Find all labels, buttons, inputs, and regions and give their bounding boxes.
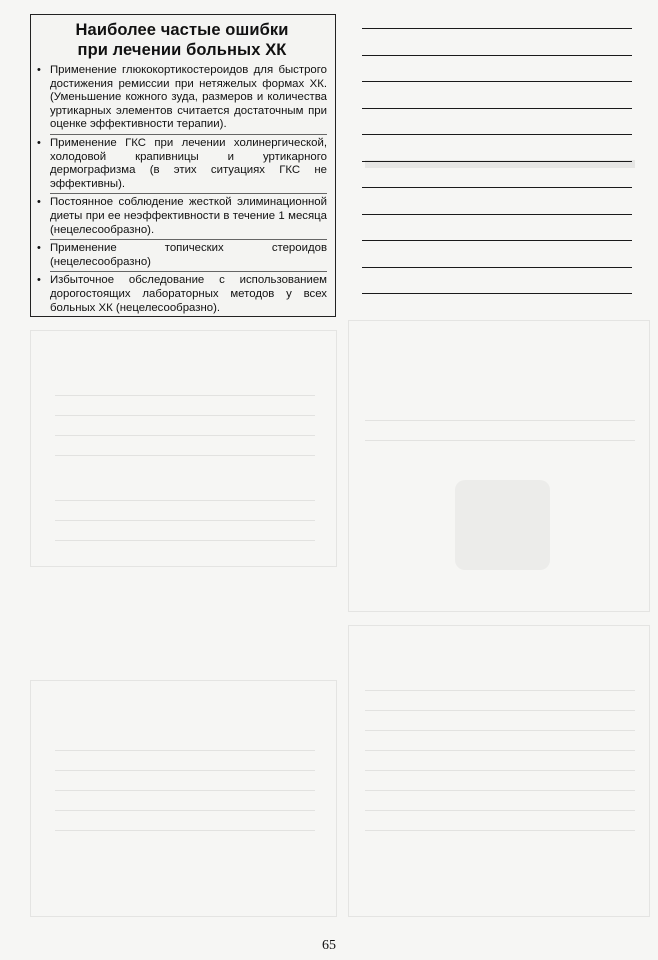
item-divider [50,271,327,272]
ruled-line [362,108,632,109]
list-item: • Применение глюкокортикостероидов для быстрого достижения ремиссии при нетяжелых формах ХК. (Уменьшение кожного зуда, размеров и количества уртикарных элементов считается достаточным при оценке эффективности терапии). [37,64,327,132]
bleed-through-line [365,810,635,811]
bleed-through-line [55,790,315,791]
bleed-through-line [55,770,315,771]
bleed-through-line [55,455,315,456]
list-item: • Применение топических стероидов (нецелесообразно) [37,242,327,269]
bleed-through-line [55,415,315,416]
item-divider [50,193,327,194]
ruled-line [362,293,632,294]
bleed-through-line [55,810,315,811]
box-title [37,20,327,60]
ruled-line [362,161,632,162]
ruled-line [362,81,632,82]
bleed-through-line [55,500,315,501]
bleed-through-line [365,790,635,791]
notes-ruled-lines [362,28,632,320]
bleed-through-line [365,750,635,751]
ruled-line [362,240,632,241]
item-divider [50,239,327,240]
bleed-through-line [365,730,635,731]
item-divider [50,134,327,135]
bleed-through-line [365,420,635,421]
bleed-through-line [55,395,315,396]
errors-list [37,64,327,315]
ruled-line [362,28,632,29]
list-item: • Избыточное обследование с использованием дорогостоящих лабораторных методов у всех больных ХК (нецелесообразно). [37,274,327,315]
box-title-line-2: при лечении больных ХК [77,41,287,59]
common-errors-box [30,14,336,317]
box-title-line-1: Наиболее частые ошибки [75,21,289,39]
bleed-through-line [55,540,315,541]
bleed-through-line [55,750,315,751]
ruled-line [362,134,632,135]
bleed-through-line [55,830,315,831]
ruled-line [362,187,632,188]
ruled-line [362,214,632,215]
ruled-line [362,267,632,268]
bleed-through-box-right-2 [348,625,650,917]
bleed-through-line [55,435,315,436]
bleed-through-line [365,440,635,441]
ruled-line [362,55,632,56]
bleed-through-box-left-2 [30,680,337,917]
bleed-through-box-left-1 [30,330,337,567]
bleed-through-line [365,770,635,771]
bleed-through-blob [455,480,550,570]
list-item: • Постоянное соблюдение жесткой элиминационной диеты при ее неэффективности в течение 1 месяца (нецелесообразно). [37,196,327,237]
list-item: • Применение ГКС при лечении холинергической, холодовой крапивницы и уртикарного дермографизма (в этих ситуациях ГКС не эффективны). [37,137,327,191]
bleed-through-line [365,690,635,691]
bleed-through-line [55,520,315,521]
bleed-through-line [365,710,635,711]
page-number: 65 [322,938,336,953]
bleed-through-line [365,830,635,831]
